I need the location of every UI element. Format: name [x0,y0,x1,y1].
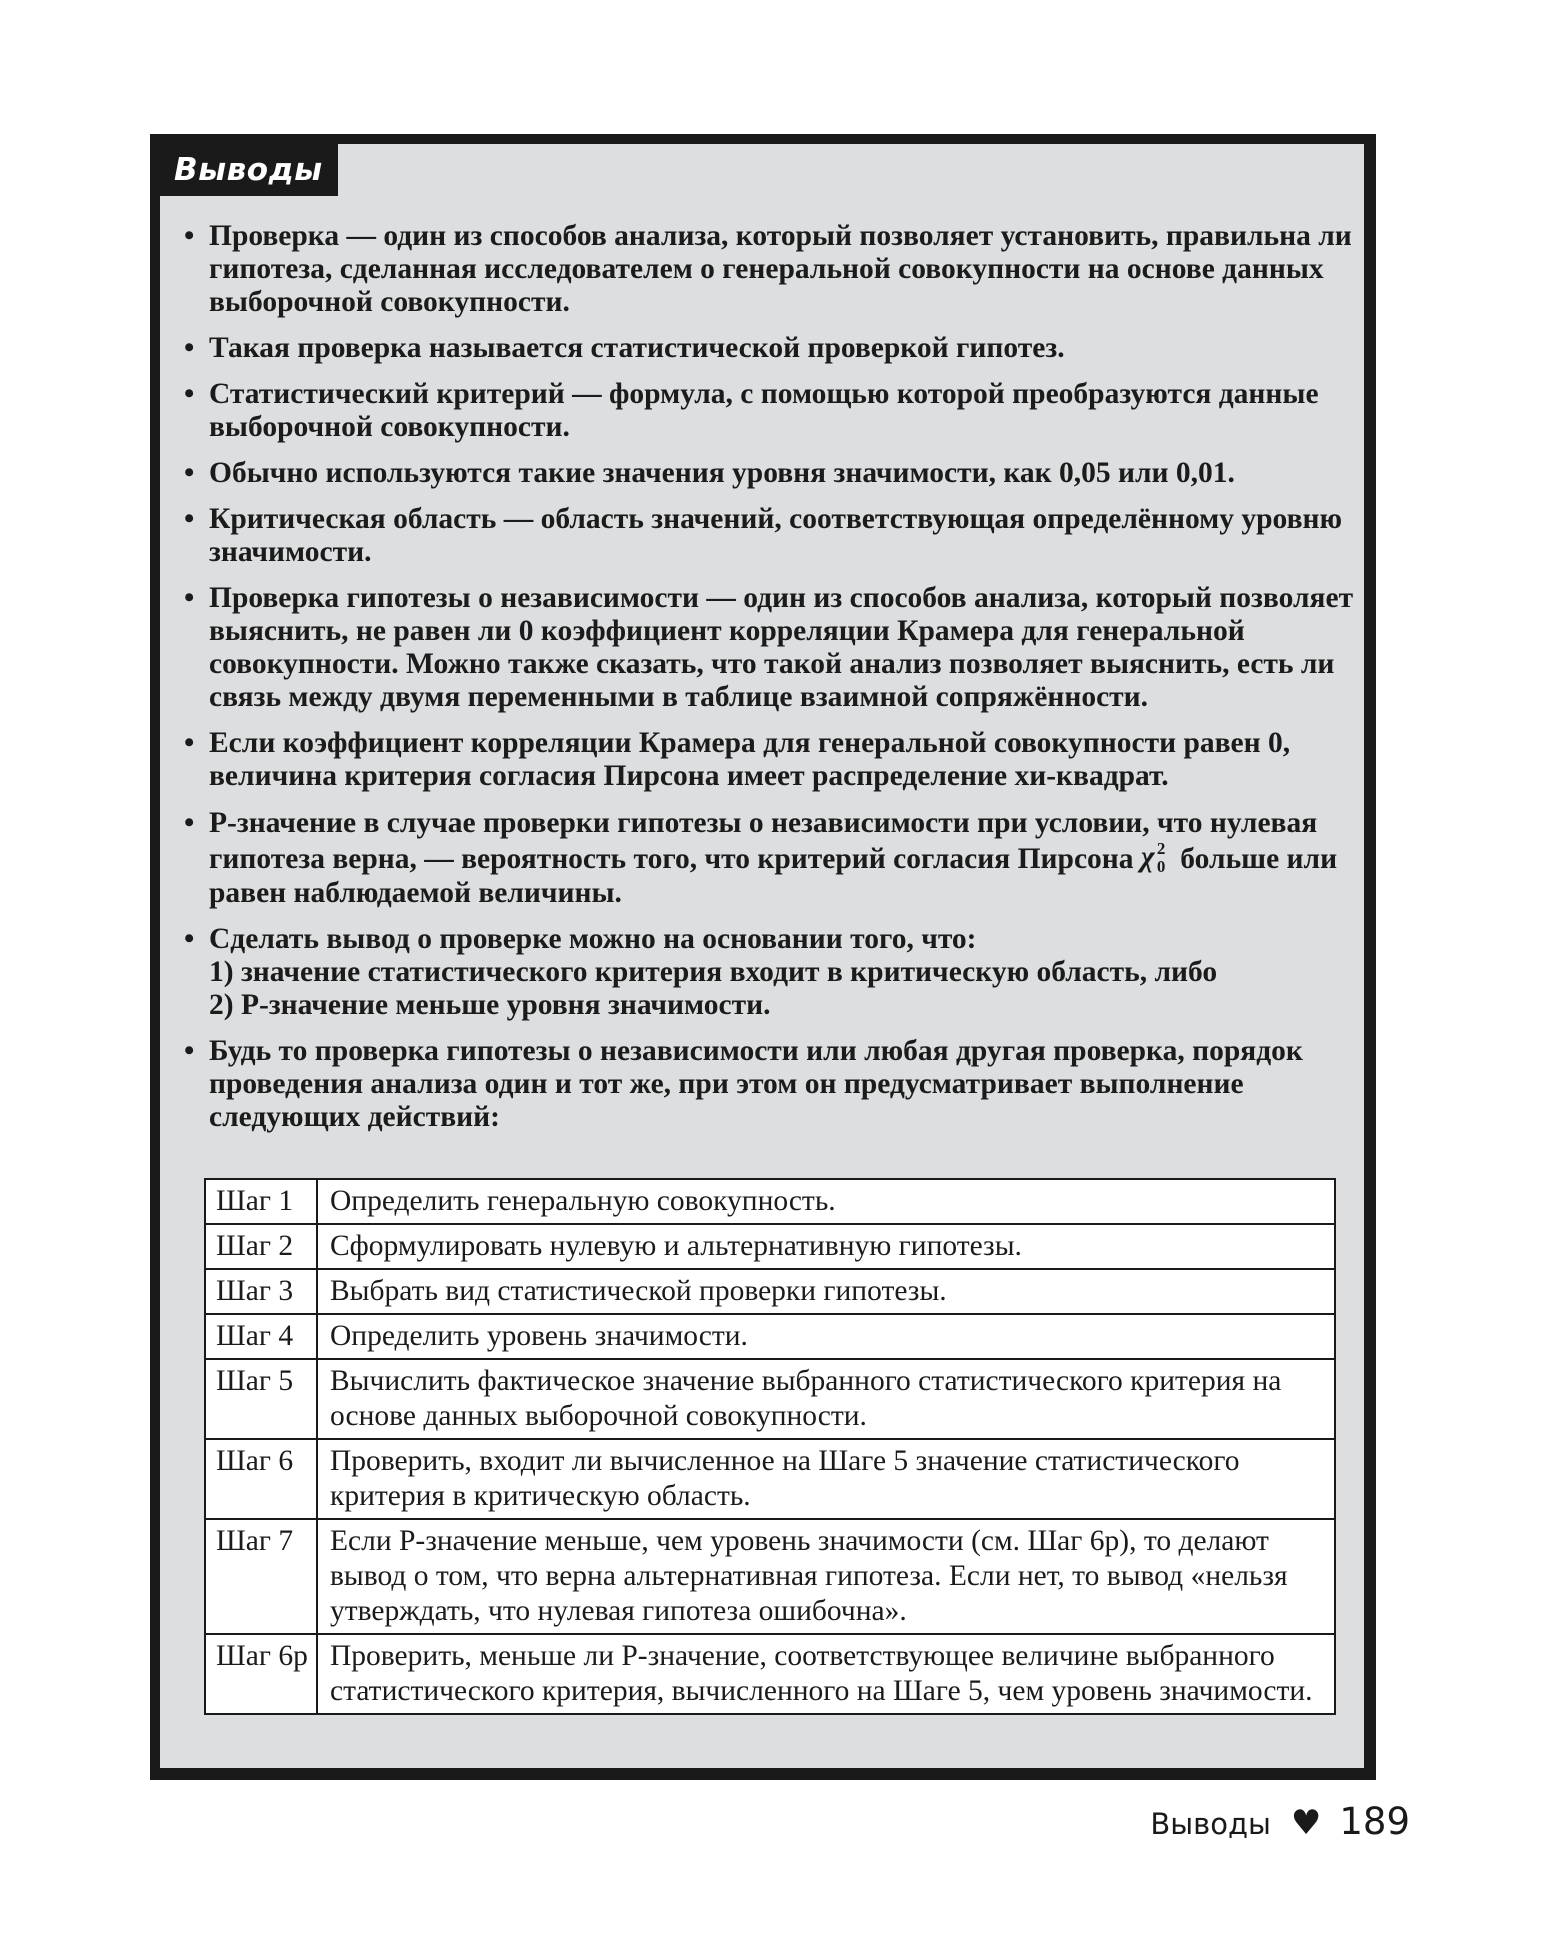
bullet-text: Такая проверка называется статистической проверкой гипотез. [209,332,1065,364]
bullet-dot: • [184,1035,195,1067]
bullet-text: Статистический критерий — формула, с помощью которой преобразуются данные выборочной совокупности. [209,378,1319,443]
bullet-text: больше или равен наблюдаемой величины. [209,843,1338,909]
step-text: Определить генеральную совокупность. [317,1179,1335,1224]
step-name: Шаг 1 [205,1179,317,1224]
conclusion-option-1: 1) значение статистического критерия входит в критическую область, либо [209,956,1218,988]
step-name: Шаг 6р [205,1634,317,1714]
chi-superscript: 2 [1156,839,1166,858]
chi-square-symbol [1140,839,1173,876]
bullet-dot: • [184,503,195,535]
step-text: Если Р-значение меньше, чем уровень значимости (см. Шаг 6р), то делают вывод о том, что верна альтернативная гипотеза. Если нет, то вывод «нельзя утверждать, что нулевая гипотеза ошибочна». [317,1519,1335,1634]
table-row [205,1269,1335,1314]
step-text: Определить уровень значимости. [317,1314,1335,1359]
table-row [205,1439,1335,1519]
bullet-dot: • [184,582,195,614]
steps-table [204,1178,1336,1715]
bullet-item [182,503,1354,569]
bullet-text: Сделать вывод о проверке можно на основании того, что: [209,923,977,955]
bullet-text: Если коэффициент корреляции Крамера для генеральной совокупности равен 0, величина критерия согласия Пирсона имеет распределение хи-квадрат. [209,727,1291,792]
bullet-dot: • [184,332,195,364]
step-text: Выбрать вид статистической проверки гипотезы. [317,1269,1335,1314]
chi-subscript: 0 [1156,857,1166,876]
bullet-item [182,727,1354,793]
box-title: Выводы [160,144,338,196]
summary-bullet-list [182,220,1354,1147]
summary-box [150,134,1376,1780]
heart-icon: ♥ [1290,1803,1322,1843]
step-name: Шаг 4 [205,1314,317,1359]
table-row [205,1224,1335,1269]
bullet-item [182,582,1354,714]
bullet-text: Р-значение в случае проверки гипотезы о независимости при условии, что нулевая гипотеза верна, — вероятность того, что критерий согласия Пирсона [209,807,1318,875]
table-row [205,1179,1335,1224]
bullet-item [182,378,1354,444]
step-name: Шаг 5 [205,1359,317,1439]
bullet-text: Обычно используются такие значения уровня значимости, как 0,05 или 0,01. [209,457,1235,489]
bullet-dot: • [184,727,195,759]
page-number: 189 [1339,1800,1410,1843]
bullet-text: Проверка гипотезы о независимости — один из способов анализа, который позволяет выяснить, не равен ли 0 коэффициент корреляции Крамера для генеральной совокупности. Можно также сказать, что такой анализ позволяет выяснить, есть ли связь между двумя переменными в таблице взаимной сопряжённости. [209,582,1354,713]
step-text: Проверить, входит ли вычисленное на Шаге 5 значение статистического критерия в критическую область. [317,1439,1335,1519]
page-footer [1150,1800,1410,1843]
bullet-text: Будь то проверка гипотезы о независимости или любая другая проверка, порядок проведения анализа один и тот же, при этом он предусматривает выполнение следующих действий: [209,1035,1303,1133]
table-row [205,1634,1335,1714]
table-row [205,1314,1335,1359]
bullet-item-conclusion [182,923,1354,1022]
step-text: Проверить, меньше ли Р-значение, соответствующее величине выбранного статистического критерия, вычисленного на Шаге 5, чем уровень значимости. [317,1634,1335,1714]
step-name: Шаг 2 [205,1224,317,1269]
table-row [205,1519,1335,1634]
bullet-dot: • [184,457,195,489]
bullet-text: Проверка — один из способов анализа, который позволяет установить, правильна ли гипотеза, сделанная исследователем о генеральной совокупности на основе данных выборочной совокупности. [209,220,1352,318]
bullet-dot: • [184,378,195,410]
bullet-item [182,332,1354,365]
footer-section-title: Выводы [1150,1807,1271,1841]
conclusion-option-2: 2) Р-значение меньше уровня значимости. [209,989,771,1021]
step-name: Шаг 3 [205,1269,317,1314]
step-name: Шаг 6 [205,1439,317,1519]
step-text: Вычислить фактическое значение выбранного статистического критерия на основе данных выборочной совокупности. [317,1359,1335,1439]
bullet-item-pvalue [182,806,1354,910]
bullet-item [182,457,1354,490]
chi-letter: χ [1140,841,1155,873]
bullet-item [182,220,1354,319]
table-row [205,1359,1335,1439]
bullet-dot: • [184,807,195,839]
bullet-item [182,1035,1354,1134]
step-text: Сформулировать нулевую и альтернативную гипотезы. [317,1224,1335,1269]
step-name: Шаг 7 [205,1519,317,1634]
bullet-dot: • [184,220,195,252]
bullet-text: Критическая область — область значений, соответствующая определённому уровню значимости. [209,503,1343,568]
bullet-dot: • [184,923,195,955]
